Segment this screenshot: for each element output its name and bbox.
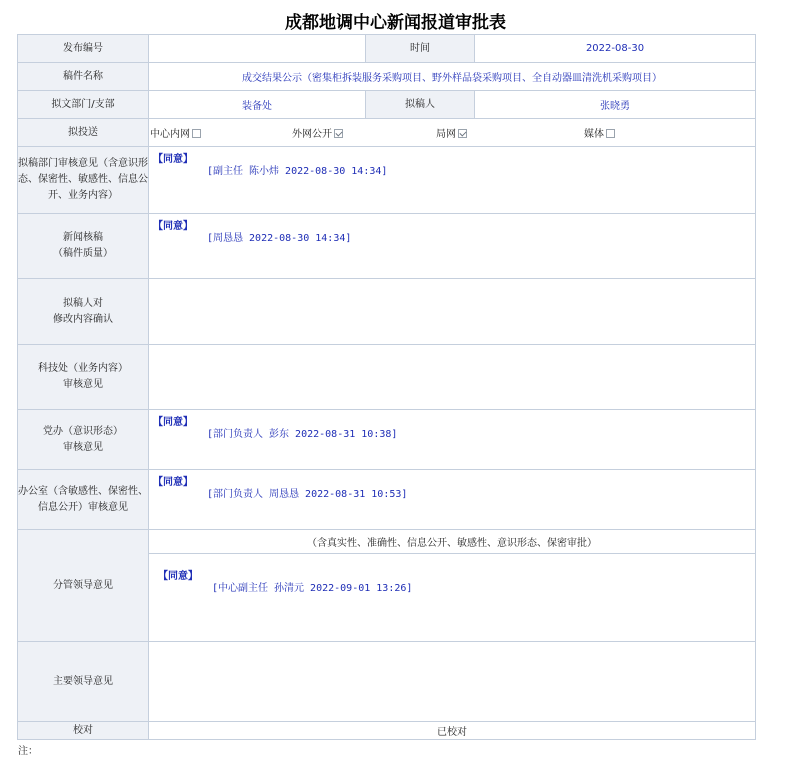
media-checkbox[interactable] [606,129,615,138]
leader-review-opinion [149,554,756,642]
dist-option-media-label: 媒体 [584,129,604,140]
form-title: 成都地调中心新闻报道审批表 [285,13,506,33]
party-review-opinion [149,410,756,470]
office-review-sign: [部门负责人 周恳恳 2022-08-31 10:53] [207,489,408,500]
dist-option-intranet-label: 中心内网 [150,129,190,140]
news-review-opinion [149,214,756,279]
manuscript-name-label: 稿件名称 [18,63,149,91]
proofread-label: 校对 [18,722,149,740]
dept-value: 装备处 [149,91,366,119]
approval-form-table [17,34,756,740]
dist-option-public-web [292,125,343,140]
release-no-value [149,35,366,63]
main-leader-opinion [149,642,756,722]
row-leader-scope [18,530,756,554]
dist-option-bureau-net [436,125,467,140]
news-review-label-line1: 新闻核稿 [63,232,103,243]
row-drafter-confirm [18,279,756,345]
row-release-time [18,35,756,63]
row-tech-review [18,345,756,410]
leader-review-label: 分管领导意见 [18,530,149,642]
leader-review-verdict: 【同意】 [158,571,198,582]
tech-review-label-line1: 科技处（业务内容） [38,363,128,374]
drafter-value: 张晓勇 [475,91,756,119]
dist-option-public-web-label: 外网公开 [292,129,332,140]
time-label: 时间 [366,35,475,63]
row-main-leader [18,642,756,722]
dept-review-sign: [副主任 陈小炜 2022-08-30 14:34] [207,166,388,177]
dept-review-label: 拟稿部门审核意见（含意识形态、保密性、敏感性、信息公开、业务内容） [18,147,149,214]
office-review-opinion [149,470,756,530]
drafter-label: 拟稿人 [366,91,475,119]
dept-label: 拟文部门/支部 [18,91,149,119]
drafter-confirm-label [18,279,149,345]
distribution-options [149,119,756,147]
party-review-sign: [部门负责人 彭东 2022-08-31 10:38] [207,429,398,440]
dist-option-bureau-net-label: 局网 [436,129,456,140]
row-manuscript-name [18,63,756,91]
time-value: 2022-08-30 [475,35,756,63]
dist-option-intranet [150,125,201,140]
party-review-label [18,410,149,470]
office-review-verdict: 【同意】 [153,477,193,488]
dist-option-media [584,125,615,140]
row-dept-review [18,147,756,214]
intranet-checkbox[interactable] [192,129,201,138]
drafter-confirm-opinion [149,279,756,345]
row-party-review [18,410,756,470]
dept-review-opinion [149,147,756,214]
row-distribution [18,119,756,147]
leader-review-sign: [中心副主任 孙清元 2022-09-01 13:26] [212,583,413,594]
row-office-review [18,470,756,530]
tech-review-opinion [149,345,756,410]
drafter-confirm-label-line1: 拟稿人对 [63,297,103,309]
party-review-label-line1: 党办（意识形态） [43,425,123,437]
distribution-label: 拟投送 [18,119,149,147]
footnote: 注： [18,746,38,757]
row-news-review [18,214,756,279]
drafter-confirm-label-line2: 修改内容确认 [53,313,113,325]
leader-scope-note: （含真实性、准确性、信息公开、敏感性、意识形态、保密审批） [149,530,756,554]
news-review-label [18,214,149,279]
office-review-label: 办公室（含敏感性、保密性、信息公开）审核意见 [18,470,149,530]
party-review-verdict: 【同意】 [153,417,193,428]
news-review-verdict: 【同意】 [153,221,193,232]
row-proofread [18,722,756,740]
public-web-checkbox[interactable] [334,129,343,138]
bureau-net-checkbox[interactable] [458,129,467,138]
party-review-label-line2: 审核意见 [63,441,103,453]
main-leader-label: 主要领导意见 [18,642,149,722]
news-review-label-line2: （稿件质量） [53,248,113,259]
proofread-value: 已校对 [149,722,756,740]
release-no-label: 发布编号 [18,35,149,63]
manuscript-name-value: 成交结果公示（密集柜拆装服务采购项目、野外样品袋采购项目、全自动器皿清洗机采购项目） [149,63,756,91]
tech-review-label [18,345,149,410]
tech-review-label-line2: 审核意见 [63,379,103,390]
row-dept-drafter [18,91,756,119]
news-review-sign: [周恳恳 2022-08-30 14:34] [207,233,352,244]
dept-review-verdict: 【同意】 [153,154,193,165]
